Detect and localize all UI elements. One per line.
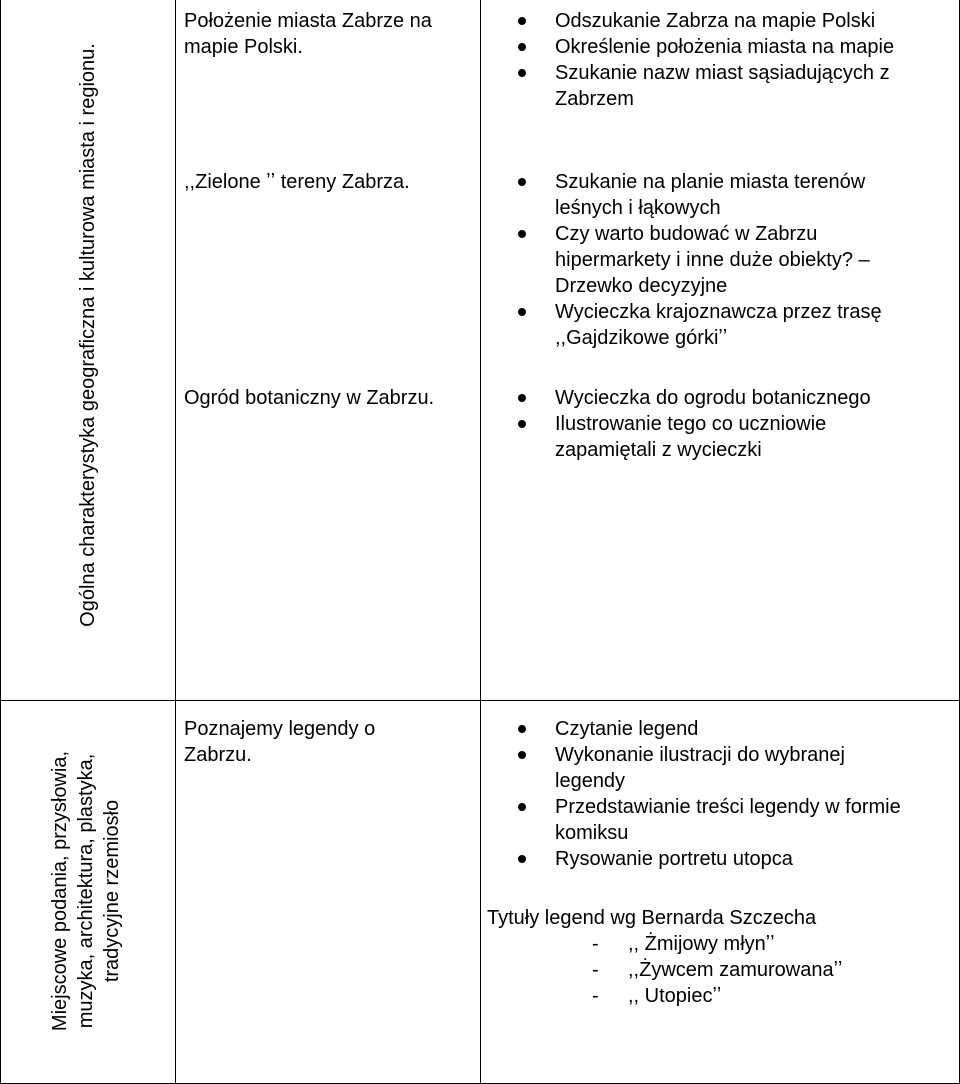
- table-border-left: [0, 0, 1, 1084]
- list-item: Ilustrowanie tego co uczniowie zapamiętali z wycieczki: [555, 411, 885, 463]
- list-item: Rysowanie portretu utopca: [555, 846, 955, 872]
- row-divider: [0, 700, 960, 701]
- bullet-icon: [518, 178, 526, 186]
- column-divider-1: [175, 0, 176, 1084]
- list-item: Czytanie legend: [555, 716, 955, 742]
- legend-titles-heading: Tytuły legend wg Bernarda Szczecha: [487, 907, 817, 929]
- list-item: Wycieczka krajoznawcza przez trasę ,,Gajdzikowe górkiʼʼ: [555, 299, 885, 351]
- activities-ogrod-botaniczny: [555, 385, 945, 463]
- bullet-icon: [518, 855, 526, 863]
- list-item: - ,, Żmijowy młynʼʼ: [592, 933, 775, 955]
- list-item: Odszukanie Zabrza na mapie Polski: [555, 8, 950, 34]
- bullet-icon: [518, 17, 526, 25]
- row-1-theme: [75, 5, 101, 665]
- bullet-icon: [518, 43, 526, 51]
- activities-zielone-tereny: [555, 169, 945, 351]
- list-item: Czy warto budować w Zabrzu hipermarkety i inne duże obiekty? – Drzewko decyzyjne: [555, 221, 917, 299]
- row-2-theme-line-2: muzyka, architektura, plastyka,: [75, 753, 97, 1029]
- topic-ogrod-botaniczny: Ogród botaniczny w Zabrzu.: [184, 387, 435, 409]
- list-item: Szukanie nazw miast sąsiadujących z Zabrzem: [555, 60, 935, 112]
- activities-polozenie: [555, 8, 950, 112]
- list-item: - ,, Utopiecʼʼ: [592, 985, 722, 1007]
- row-2-theme-line-3: tradycyjne rzemiosło: [101, 799, 123, 983]
- column-divider-2: [480, 0, 481, 1084]
- row-2-theme: [47, 701, 125, 1081]
- legend-titles-list: [592, 931, 843, 1009]
- list-item: Wycieczka do ogrodu botanicznego: [555, 385, 945, 411]
- row-1-theme-line: Ogólna charakterystyka geograficzna i kulturowa miasta i regionu.: [77, 43, 99, 627]
- bullet-icon: [518, 420, 526, 428]
- activities-legendy: [555, 716, 955, 872]
- bullet-icon: [518, 751, 526, 759]
- list-item: - ,,Żywcem zamurowanaʼʼ: [592, 959, 843, 981]
- topic-zielone-tereny: ,,Zielone ʼʼ tereny Zabrza.: [184, 171, 410, 193]
- topic-polozenie: Położenie miasta Zabrze na mapie Polski.: [184, 10, 432, 58]
- bullet-icon: [518, 803, 526, 811]
- bullet-icon: [518, 230, 526, 238]
- bullet-icon: [518, 725, 526, 733]
- topic-legendy: Poznajemy legendy o Zabrzu.: [184, 718, 376, 766]
- row-2-theme-line-1: Miejscowe podania, przysłowia,: [49, 750, 71, 1032]
- bullet-icon: [518, 308, 526, 316]
- list-item: Przedstawianie treści legendy w formie komiksu: [555, 794, 953, 846]
- list-item: Określenie położenia miasta na mapie: [555, 34, 950, 60]
- list-item: Szukanie na planie miasta terenów leśnych i łąkowych: [555, 169, 925, 221]
- bullet-icon: [518, 394, 526, 402]
- bullet-icon: [518, 69, 526, 77]
- list-item: Wykonanie ilustracji do wybranej legendy: [555, 742, 905, 794]
